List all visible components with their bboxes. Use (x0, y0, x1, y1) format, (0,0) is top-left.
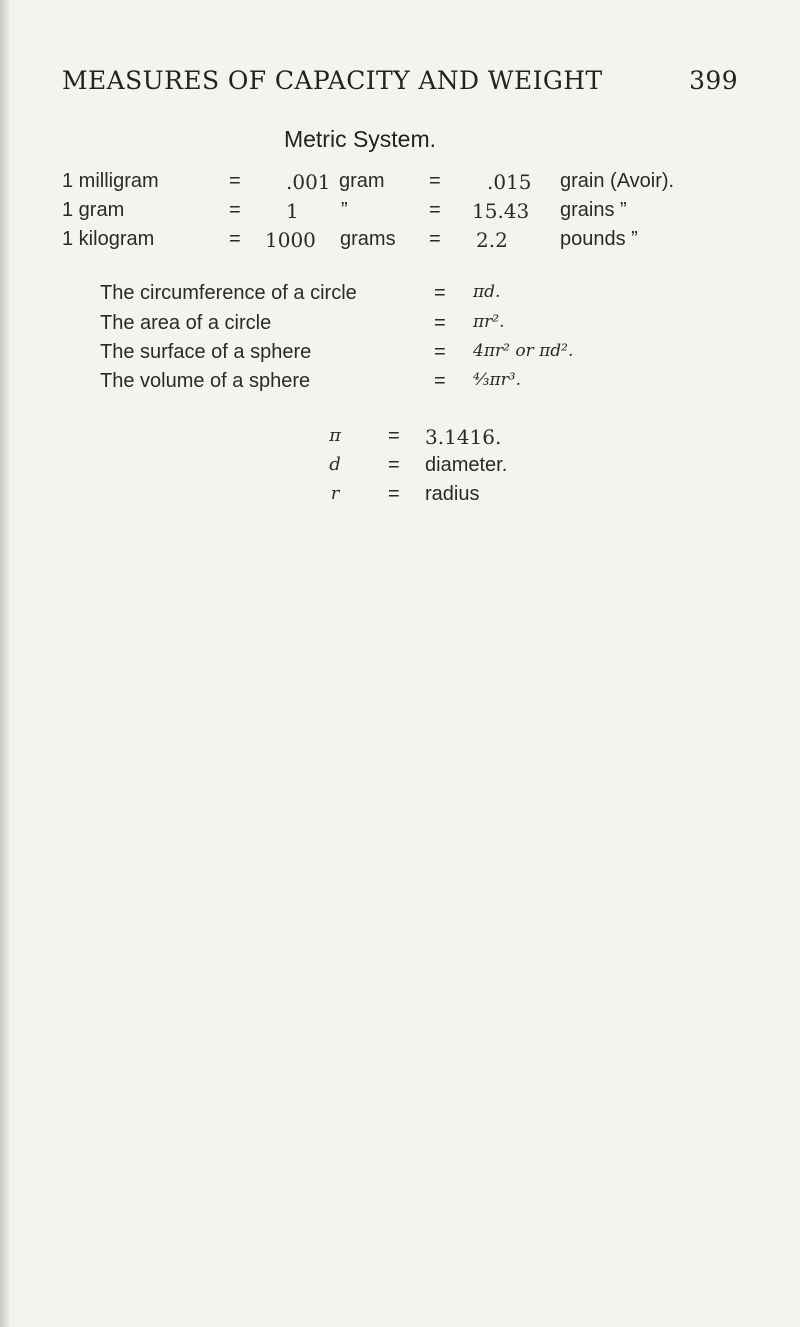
metric-value-unit: grain (Avoir). (560, 170, 675, 192)
metric-equals: = (229, 170, 241, 192)
definition-meaning: 3.1416. (425, 425, 502, 449)
definition-row (0, 454, 800, 484)
metric-equals: = (429, 228, 441, 250)
metric-equals: = (429, 170, 441, 192)
formula-value: πr². (473, 312, 505, 332)
metric-value: 15.43 (472, 199, 530, 223)
definition-meaning: diameter. (425, 454, 508, 476)
metric-unit: 1 gram (62, 199, 125, 221)
formula-row (0, 370, 800, 400)
definition-symbol: π (329, 425, 341, 446)
formula-row (0, 282, 800, 312)
formula-equals: = (434, 341, 446, 363)
metric-row (0, 228, 800, 258)
metric-value: 2.2 (476, 228, 508, 252)
metric-unit: 1 kilogram (62, 228, 155, 250)
definition-equals: = (388, 483, 400, 505)
metric-equals: = (229, 228, 241, 250)
definition-meaning: radius (425, 483, 480, 505)
metric-amount: 1000 (265, 228, 316, 252)
formula-value: 4πr² or πd². (473, 341, 574, 361)
formula-value: πd. (473, 282, 501, 302)
formula-label: The area of a circle (100, 312, 272, 334)
formula-value: ⁴⁄₃πr³. (473, 370, 521, 390)
definition-symbol: r (330, 483, 340, 504)
formula-equals: = (434, 312, 446, 334)
metric-row (0, 199, 800, 229)
metric-value: .015 (487, 170, 532, 194)
formula-label: The circumference of a circle (100, 282, 357, 304)
definition-row (0, 425, 800, 455)
metric-target: grams (340, 228, 396, 250)
formula-label: The surface of a sphere (100, 341, 312, 363)
definition-symbol: d (329, 454, 341, 475)
metric-amount: 1 (286, 199, 299, 223)
metric-equals: = (429, 199, 441, 221)
metric-unit: 1 milligram (62, 170, 159, 192)
definition-equals: = (388, 425, 400, 447)
formula-equals: = (434, 370, 446, 392)
formula-row (0, 341, 800, 371)
formula-equals: = (434, 282, 446, 304)
metric-target: gram (339, 170, 385, 192)
page-number: 399 (689, 66, 738, 95)
metric-target: ” (341, 199, 348, 221)
formula-label: The volume of a sphere (100, 370, 311, 392)
metric-value-unit: grains ” (560, 199, 627, 221)
metric-row (0, 170, 800, 200)
formula-row (0, 312, 800, 342)
metric-value-unit: pounds ” (560, 228, 638, 250)
metric-equals: = (229, 199, 241, 221)
definition-equals: = (388, 454, 400, 476)
definition-row (0, 483, 800, 513)
running-head-title: MEASURES OF CAPACITY AND WEIGHT (62, 66, 603, 95)
metric-amount: .001 (286, 170, 331, 194)
section-title: Metric System. (283, 126, 437, 152)
